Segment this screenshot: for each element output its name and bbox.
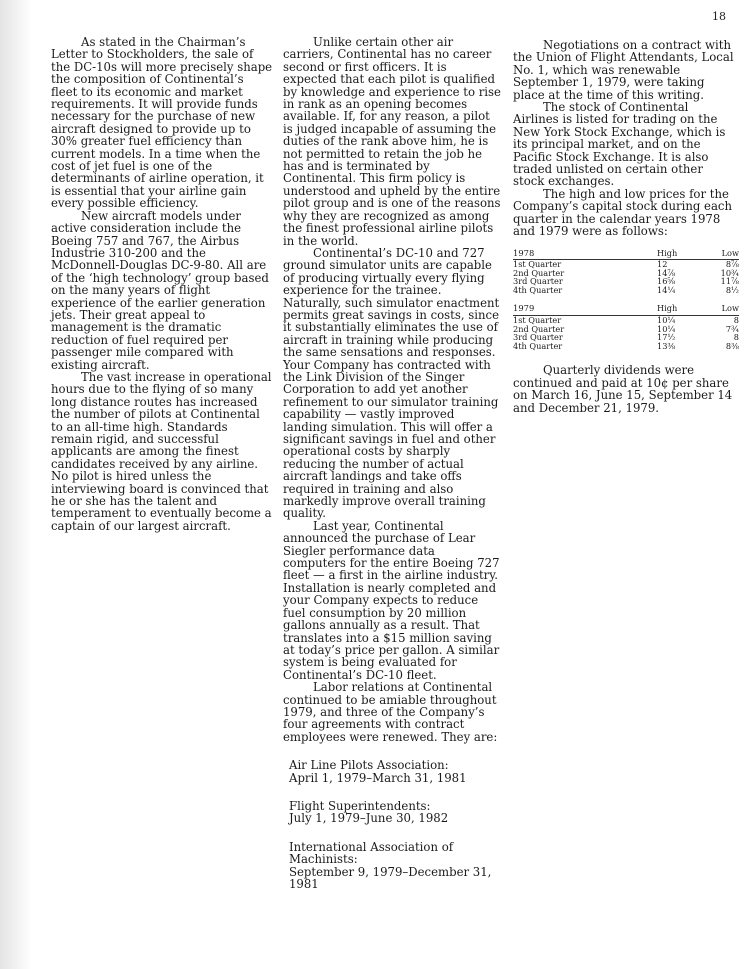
year-label: 1979: [513, 304, 633, 315]
low-cell: 7¾: [725, 323, 739, 334]
table-header-row: [513, 249, 739, 260]
quarter-cell: 4th Quarter: [513, 340, 563, 351]
high-cell: 12: [657, 259, 668, 270]
agreement-name: Flight Superintendents:: [289, 798, 431, 813]
low-cell: 8: [733, 332, 739, 343]
high-header: High: [633, 249, 717, 260]
paragraph: Last year, Continental announced the purchase of Lear Siegler performance data computers for the entire Boeing 727 fleet — a first in the airline industry. Installation is nearly completed and your Company expects to reduce fuel consumption by 20 million gallons annually as a result. That translates into a $15 million saving at today’s price per gallon. A similar system is being evaluated for Continental’s DC-10 fleet.: [283, 518, 500, 682]
high-cell: 13⅜: [657, 340, 676, 351]
low-cell: 8½: [725, 284, 739, 295]
text-column-2: [283, 36, 501, 906]
text-column-1: [51, 36, 273, 532]
stock-price-table: [513, 249, 739, 351]
paragraph: Labor relations at Continental continued to be amiable throughout 1979, and three of the Company’s four agreements with contract employees were renewed. They are:: [283, 680, 498, 744]
quarter-cell: 1st Quarter: [513, 259, 562, 270]
year-label: 1978: [513, 249, 633, 260]
table-row: [513, 342, 739, 351]
paragraph: Unlike certain other air carriers, Continental has no career second or first officers. It is expected that each pilot is qualified by knowledge and experience to rise in rank as an opening becomes available. If, for any reason, a pilot is judged incapable of assuming the duties of the rank above him, he is not permitted to retain the job he has and is terminated by Continental. This firm policy is understood and upheld by the entire pilot group and is one of the reasons why they are recognized as among the finest professional airline pilots in the world.: [283, 35, 501, 248]
agreement-item: [283, 759, 501, 784]
page-edge-shadow: [0, 0, 32, 969]
high-cell: 16⅝: [657, 276, 676, 287]
quarter-cell: 3rd Quarter: [513, 276, 563, 287]
agreement-item: [283, 800, 501, 825]
quarter-cell: 1st Quarter: [513, 315, 562, 326]
agreement-dates: July 1, 1979–June 30, 1982: [289, 811, 449, 826]
high-cell: 14¼: [657, 284, 676, 295]
paragraph: Negotiations on a contract with the Union of Flight Attendants, Local No. 1, which was renewable September 1, 1979, were taking place at the time of this writing.: [513, 38, 734, 102]
text-column-3: [513, 36, 739, 415]
quarter-cell: 2nd Quarter: [513, 323, 565, 334]
quarter-cell: 3rd Quarter: [513, 332, 563, 343]
paragraph: The vast increase in operational hours due to the flying of so many long distance routes has increased the number of pilots at Continental to an all-time high. Standards remain rigid, and successful applicants are among the finest candidates received by any airline. No pilot is hired unless the interviewing board is convinced that he or she has the talent and temperament to eventually become a captain of our largest aircraft.: [51, 369, 272, 533]
paragraph: As stated in the Chairman’s Letter to Stockholders, the sale of the DC-10s will more precisely shape the composition of Continental’s fleet to its economic and market requirements. It will provide funds necessary for the purchase of new aircraft designed to provide up to 30% greater fuel efficiency than current models. In a time when the cost of jet fuel is one of the determinants of airline operation, it is essential that your airline gain every possible efficiency.: [51, 35, 273, 211]
low-cell: 8: [733, 315, 739, 326]
table-spacer: [513, 294, 739, 304]
low-cell: 8⅜: [725, 340, 739, 351]
paragraph: The high and low prices for the Company’s capital stock during each quarter in the calendar years 1978 and 1979 were as follows:: [513, 186, 733, 239]
table-row: [513, 286, 739, 295]
low-cell: 10¾: [720, 267, 739, 278]
high-cell: 10¼: [657, 323, 676, 334]
paragraph: New aircraft models under active consideration include the Boeing 757 and 767, the Airbus Industrie 310-200 and the McDonnell-Douglas DC-9-80. All are of the ‘high technology’ group based on the many years of flight experience of the earlier generation jets. Their great appeal to management is the dramatic reduction of fuel required per passenger mile compared with existing aircraft.: [51, 208, 269, 372]
agreement-dates: September 9, 1979–December 31, 1981: [289, 864, 492, 891]
low-header: Low: [717, 249, 739, 260]
high-header: High: [633, 304, 717, 315]
paragraph: Continental’s DC-10 and 727 ground simulator units are capable of producing virtually every flying experience for the trainee. Naturally, such simulator enactment permits great savings in costs, since it substantially eliminates the use of aircraft in training while producing the same sensations and responses. Your Company has contracted with the Link Division of the Singer Corporation to add yet another refinement to our simulator training capability — vastly improved landing simulation. This will offer a significant savings in fuel and other operational costs by sharply reducing the number of actual aircraft landings and take offs required in training and also markedly improve overall training quality.: [283, 245, 500, 521]
table-header-row: [513, 304, 739, 315]
high-cell: 10¼: [657, 315, 676, 326]
page-number: 18: [712, 10, 726, 23]
agreement-dates: April 1, 1979–March 31, 1981: [289, 770, 467, 785]
high-cell: 14⅞: [657, 267, 676, 278]
low-header: Low: [717, 304, 739, 315]
paragraph: Quarterly dividends were continued and paid at 10¢ per share on March 16, June 15, September 14 and December 21, 1979.: [513, 363, 733, 415]
agreement-name: International Association of Machinists:: [289, 839, 454, 867]
agreement-item: [283, 841, 501, 891]
low-cell: 8⅞: [725, 259, 739, 270]
quarter-cell: 2nd Quarter: [513, 267, 565, 278]
high-cell: 17½: [657, 332, 676, 343]
quarter-cell: 4th Quarter: [513, 284, 563, 295]
agreement-name: Air Line Pilots Association:: [289, 758, 449, 773]
low-cell: 11⅞: [720, 276, 739, 287]
paragraph: The stock of Continental Airlines is listed for trading on the New York Stock Exchange, which is its principal market, and on the Pacific Stock Exchange. It is also traded unlisted on certain other stock exchanges.: [513, 100, 726, 189]
